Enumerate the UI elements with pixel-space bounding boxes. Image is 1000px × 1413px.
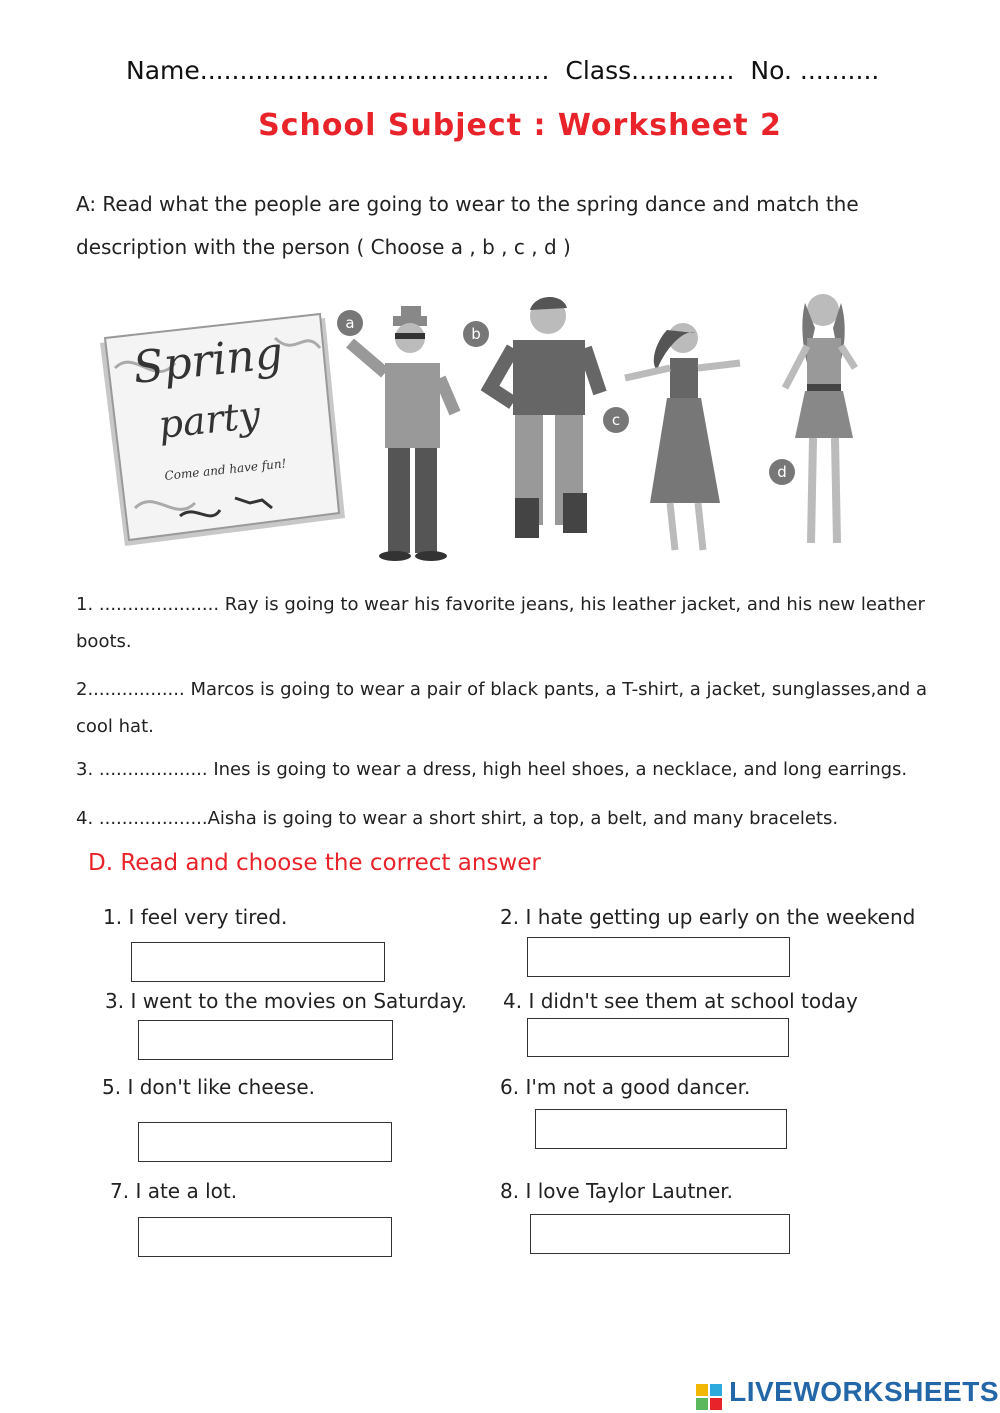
answer-box-4[interactable] [527,1018,789,1057]
match-item-4: 4. ...................Aisha is going to wear a short shirt, a top, a belt, and many bracelets. [76,808,839,829]
answer-box-3[interactable] [138,1020,393,1060]
match-item-3: 3. ................... Ines is going to wear a dress, high heel shoes, a necklace, and long earrings. [76,759,908,780]
name-field-label[interactable]: Name............................................ [126,56,550,85]
question-2 [500,905,915,929]
question-3 [105,989,467,1013]
liveworksheets-logo [696,1376,999,1410]
question-text: I feel very tired. [128,905,288,929]
question-text: I love Taylor Lautner. [525,1179,734,1203]
figure-label-a: a [345,314,355,332]
question-number: 2. [500,905,520,929]
question-text: I ate a lot. [135,1179,238,1203]
match-item-1-line2: boots. [76,631,132,652]
match-item-2-line2: cool hat. [76,716,154,737]
question-number: 4. [503,989,523,1013]
class-field-label[interactable]: Class............. [565,56,735,85]
answer-box-7[interactable] [138,1217,392,1257]
question-number: 6. [500,1075,520,1099]
question-text: I went to the movies on Saturday. [130,989,467,1013]
spring-party-illustration [95,288,875,573]
figure-label-d: d [777,463,787,481]
question-number: 7. [110,1179,130,1203]
question-number: 8. [500,1179,520,1203]
answer-box-2[interactable] [527,937,790,977]
poster-title-spring: Spring [130,327,286,394]
figure-label-b: b [471,325,481,343]
figure-label-c: c [611,411,621,429]
question-4 [503,989,858,1013]
question-5 [102,1075,315,1099]
section-d-heading: D. Read and choose the correct answer [88,850,541,876]
logo-wordmark: LIVEWORKSHEETS [729,1376,1000,1407]
answer-box-6[interactable] [535,1109,787,1149]
question-1 [103,905,287,929]
worksheet-title: School Subject : Worksheet 2 [258,108,782,143]
poster-subtitle: Come and have fun! [163,456,288,483]
figure-c-woman-dress [603,323,740,550]
poster-title-party: party [156,392,263,447]
section-a-instruction-line1: A: Read what the people are going to wear to the spring dance and match the [76,192,859,216]
figure-b-man-leather-jacket [463,297,600,538]
question-text: I hate getting up early on the weekend [525,905,916,929]
match-item-2-line1: 2................. Marcos is going to wear a pair of black pants, a T-shirt, a jacket, sunglasses,and a [76,679,928,700]
spring-party-poster [100,314,345,546]
question-text: I don't like cheese. [127,1075,316,1099]
liveworksheets-logo-icon [696,1384,722,1410]
question-7 [110,1179,237,1203]
figure-a-man-hat [337,306,455,561]
question-number: 3. [105,989,125,1013]
figure-d-woman-short-skirt [769,294,855,543]
match-item-1-line1: 1. ..................... Ray is going to wear his favorite jeans, his leather jacket, and his new leather [76,594,925,615]
question-number: 1. [103,905,123,929]
question-text: I didn't see them at school today [528,989,858,1013]
question-number: 5. [102,1075,122,1099]
answer-box-1[interactable] [131,942,385,982]
answer-box-5[interactable] [138,1122,392,1162]
question-8 [500,1179,733,1203]
answer-box-8[interactable] [530,1214,790,1254]
question-text: I'm not a good dancer. [525,1075,751,1099]
student-info-line [126,56,887,85]
question-6 [500,1075,750,1099]
section-a-instruction-line2: description with the person ( Choose a , b , c , d ) [76,235,571,259]
number-field-label[interactable]: No. .......... [750,56,880,85]
